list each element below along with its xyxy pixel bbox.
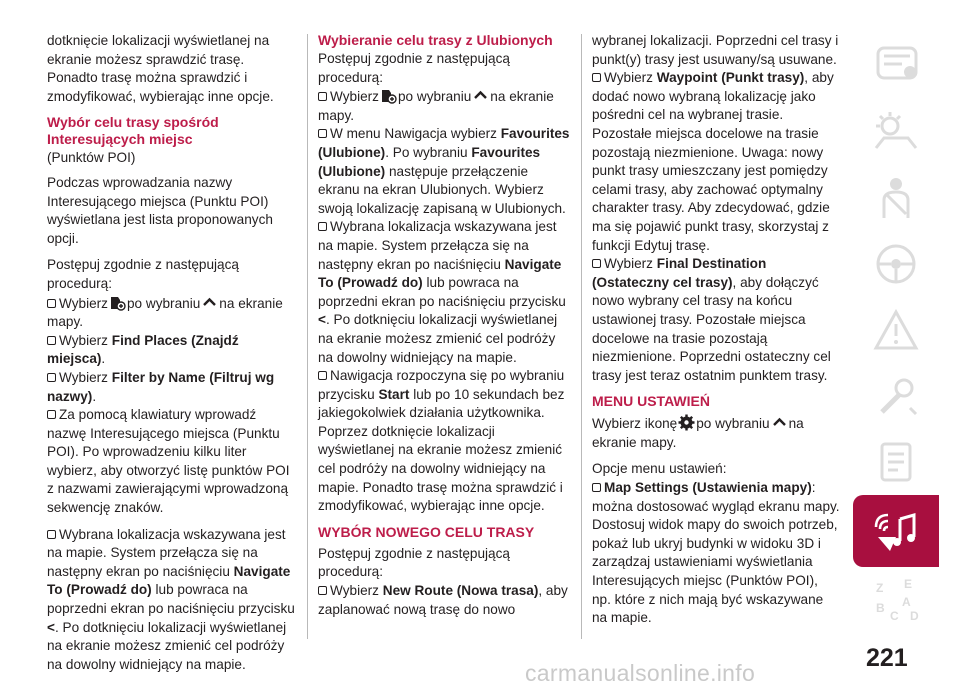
- chapter-tab-dashboard[interactable]: [853, 33, 939, 99]
- list-item: Wybierz Waypoint (Punkt trasy), aby dodać nowo wybraną lokalizację jako pośredni cel na wybranej trasie. Pozostałe miejsca docelowe na trasie pozostają niezmienione. Uwaga: nowy punkt trasy umieszczany jest pomiędzy celami trasy, aby zachować optymalny charakter trasy. Aby zdecydować, gdzie ma się pojawić punkt trasy, skorzystaj z funkcji Edytuj trasę.: [592, 70, 834, 253]
- list-item: Wybierz po wybraniu na ekranie mapy.: [47, 295, 283, 330]
- gear-icon: [678, 414, 695, 431]
- section-subheading: (Punktów POI): [47, 150, 136, 166]
- navigation-destination-icon: [380, 87, 397, 104]
- paragraph: wybranej lokalizacji. Poprzedni cel trasy i punkt(y) trasy jest usuwany/są usuwane.: [592, 33, 839, 67]
- section-heading-settings-menu: MENU USTAWIEŃ: [592, 393, 710, 410]
- svg-text:A: A: [902, 595, 911, 609]
- section-heading-poi: Wybór celu trasy spośród Interesujących miejsc: [47, 114, 219, 148]
- list-item: Nawigacja rozpoczyna się po wybraniu przycisku Start lub po 10 sekundach bez jakiegokolwiek działania użytkownika. Poprzez dotknięcie lokalizacji wyświetlanej na ekranie możesz zmienić cel podróży na dowolny widniejący na mapie. Ponadto trasę można sprawdzić i zmodyfikować, wybierając inne opcje.: [318, 368, 565, 514]
- section-heading-favourites: Wybieranie celu trasy z Ulubionych: [318, 32, 553, 48]
- paragraph: Podczas wprowadzania nazwy Interesującego miejsca (Punktu POI) wyświetlana jest lista proponowanych opcji.: [47, 174, 273, 246]
- list-item: Wybierz Filter by Name (Filtruj wg nazwy).: [47, 369, 275, 404]
- chapter-tab-multimedia[interactable]: [853, 495, 939, 567]
- svg-text:Z: Z: [876, 581, 884, 595]
- chapter-tab-driving[interactable]: [853, 231, 939, 297]
- bullet-icon: [47, 373, 56, 382]
- bullet-icon: [318, 586, 327, 595]
- watermark: carmanualsonline.info: [525, 660, 756, 686]
- alphabetical-index-icon: [868, 576, 924, 624]
- navigation-destination-icon: [109, 294, 126, 311]
- seat-belt-icon: [868, 174, 924, 222]
- warning-triangle-icon: [868, 306, 924, 354]
- chapter-tab-warning[interactable]: [853, 297, 939, 363]
- chapter-tab-sidebar: [853, 33, 939, 633]
- text-column-3: [592, 32, 840, 628]
- paragraph: dotknięcie lokalizacji wyświetlanej na ekranie możesz sprawdzić trasę. Ponadto trasę można sprawdzić i zmodyfikować, wybierając inne opcje.: [47, 33, 274, 104]
- multimedia-music-icon: [868, 507, 924, 555]
- chapter-tab-lights[interactable]: [853, 99, 939, 165]
- text-column-2: [318, 32, 570, 619]
- column-divider-1: [307, 34, 308, 639]
- chevron-up-icon: [201, 294, 218, 311]
- bullet-icon: [592, 483, 601, 492]
- list-item: Wybierz Final Destination (Ostateczny cel trasy), aby dołączyć nowo wybrany cel trasy na końcu ustawionej trasy. Pozostałe miejsca docelowe na trasie pozostają niezmienione. Poprzedni ostateczny cel trasy jest teraz ostatnim punktem trasy.: [592, 256, 831, 383]
- bullet-icon: [318, 371, 327, 380]
- section-heading-new-route: WYBÓR NOWEGO CELU TRASY: [318, 523, 535, 540]
- bullet-icon: [47, 410, 56, 419]
- svg-text:B: B: [876, 601, 885, 615]
- car-lights-icon: [868, 108, 924, 156]
- bullet-icon: [592, 259, 601, 268]
- list-item: Wybierz Find Places (Znajdź miejsca).: [47, 332, 239, 367]
- chapter-tab-index[interactable]: [853, 567, 939, 633]
- chapter-tab-specs[interactable]: [853, 429, 939, 495]
- page-number: 221: [866, 644, 908, 672]
- list-item: Wybierz po wybraniu na ekranie mapy.: [318, 89, 554, 123]
- bullet-icon: [318, 222, 327, 231]
- bullet-icon: [318, 129, 327, 138]
- paragraph: Postępuj zgodnie z następującą procedurą:: [47, 257, 239, 291]
- svg-text:D: D: [910, 609, 919, 623]
- svg-text:C: C: [890, 609, 899, 623]
- bullet-icon: [318, 92, 327, 101]
- list-item: Wybrana lokalizacja wskazywana jest na mapie. System przełącza się na następny ekran po naciśnięciu Navigate To (Prowadź do) lub powraca na poprzedni ekran po naciśnięciu przycisku <. Po dotknięciu lokalizacji wyświetlanej na ekranie możesz zmienić cel podróży na dowolny widniejący na mapie.: [47, 526, 295, 672]
- paragraph: Postępuj zgodnie z następującą procedurą:: [318, 51, 510, 85]
- list-item: Map Settings (Ustawienia mapy): można dostosować wygląd ekranu mapy. Dostosuj widok mapy do swoich potrzeb, pokaż lub ukryj budynki w widoku 3D i zarządzaj ustawieniami wyświetlania Interesujących miejsc (Punktów POI), np. które z nich mają być wskazywane na mapie.: [592, 480, 840, 626]
- paragraph: Postępuj zgodnie z następującą procedurą:: [318, 545, 510, 580]
- bullet-icon: [592, 73, 601, 82]
- bullet-icon: [47, 299, 56, 308]
- list-item: W menu Nawigacja wybierz Favourites (Ulubione). Po wybraniu Favourites (Ulubione) następuje przełączenie ekranu na ekran Ulubionych. Wybierz swoją lokalizację zapisaną w Ulubionych.: [318, 126, 570, 216]
- paragraph: Wybierz ikonę po wybraniu na ekranie mapy.: [592, 416, 804, 450]
- svg-text:E: E: [904, 577, 913, 591]
- column-divider-2: [581, 34, 582, 639]
- chevron-up-icon: [472, 87, 489, 104]
- car-dashboard-icon: [868, 42, 924, 90]
- paragraph: Opcje menu ustawień:: [592, 461, 727, 477]
- text-column-1: [47, 32, 297, 682]
- bullet-icon: [47, 530, 56, 539]
- chevron-up-icon: [771, 414, 788, 431]
- car-specs-icon: [868, 438, 924, 486]
- chapter-tab-service[interactable]: [853, 363, 939, 429]
- steering-wheel-icon: [868, 240, 924, 288]
- list-item: Wybierz New Route (Nowa trasa), aby zaplanować nową trasę do nowo: [318, 583, 568, 617]
- bullet-icon: [47, 336, 56, 345]
- list-item: Za pomocą klawiatury wprowadź nazwę Interesującego miejsca (Punktu POI). Po wprowadzeniu kilku liter wybierz, aby otworzyć listę punktów POI z nazwami zawierającymi wprowadzoną sekwencję znaków.: [47, 407, 290, 516]
- service-tools-icon: [868, 372, 924, 420]
- chapter-tab-safety[interactable]: [853, 165, 939, 231]
- list-item: Wybrana lokalizacja wskazywana jest na mapie. System przełącza się na następny ekran po naciśnięciu Navigate To (Prowadź do) lub powraca na poprzedni ekran po naciśnięciu przycisku <. Po dotknięciu lokalizacji wyświetlanej na ekranie możesz zmienić cel podróży na dowolny widniejący na mapie.: [318, 219, 566, 365]
